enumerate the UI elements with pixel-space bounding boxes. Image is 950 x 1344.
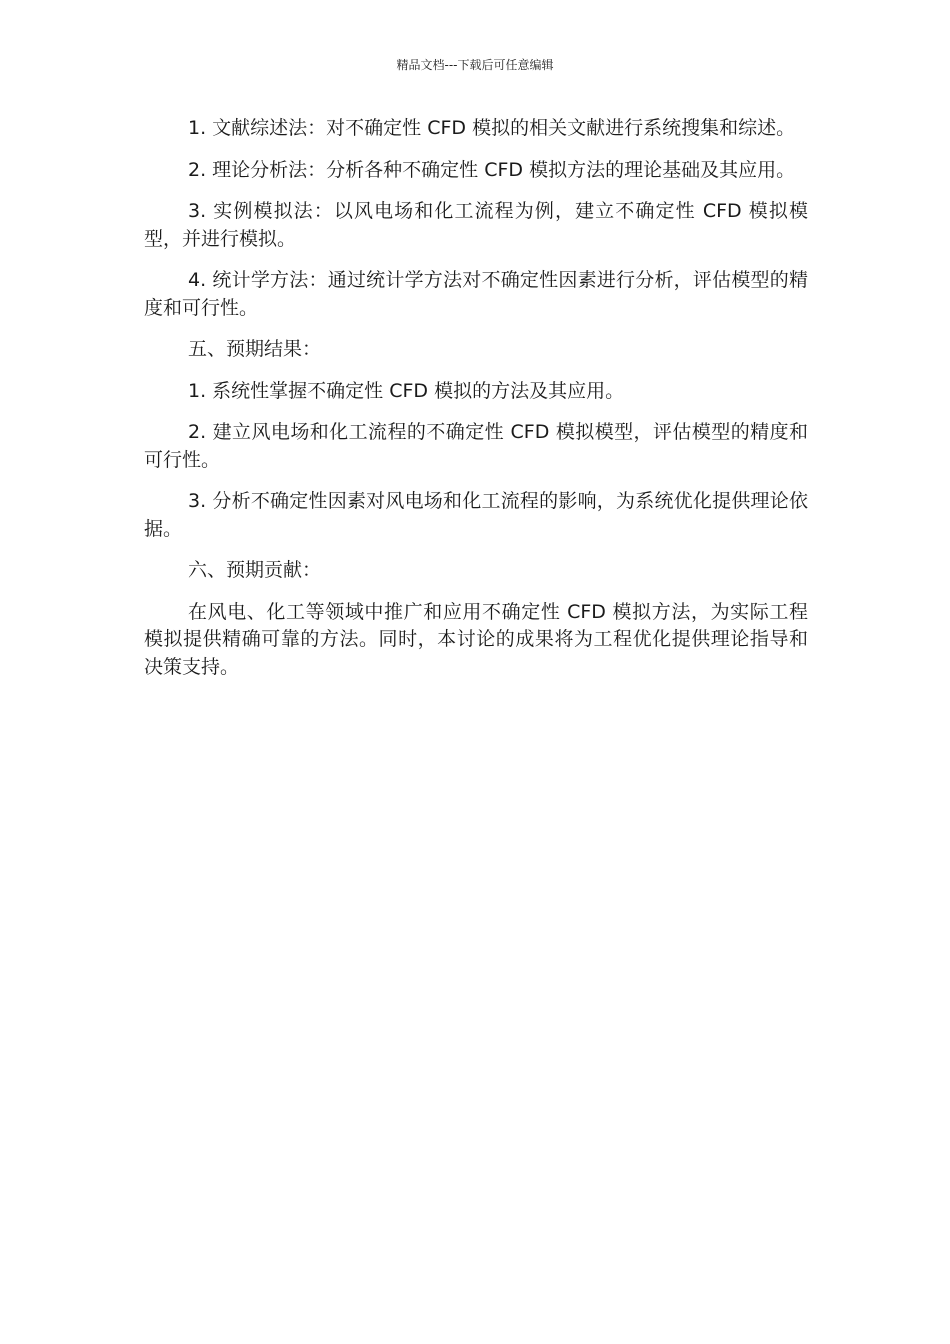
expected-result-2: 2. 建立风电场和化工流程的不确定性 CFD 模拟模型，评估模型的精度和可行性。 (144, 421, 808, 471)
expected-contribution-text: 在风电、化工等领域中推广和应用不确定性 CFD 模拟方法，为实际工程模拟提供精确可靠的方法。同时，本讨论的成果将为工程优化提供理论指导和决策支持。 (144, 600, 808, 678)
section-heading-expected-results: 五、预期结果： (188, 338, 322, 360)
expected-result-1: 1. 系统性掌握不确定性 CFD 模拟的方法及其应用。 (188, 379, 625, 402)
method-statistics: 4. 统计学方法：通过统计学方法对不确定性因素进行分析，评估模型的精度和可行性。 (144, 269, 808, 319)
method-case-simulation: 3. 实例模拟法：以风电场和化工流程为例，建立不确定性 CFD 模拟模型，并进行模拟。 (144, 200, 808, 250)
document-body (144, 115, 808, 695)
section-heading-expected-contribution: 六、预期贡献： (188, 559, 322, 581)
method-theoretical-analysis: 2. 理论分析法：分析各种不确定性 CFD 模拟方法的理论基础及其应用。 (188, 158, 796, 181)
method-literature-review: 1. 文献综述法：对不确定性 CFD 模拟的相关文献进行系统搜集和综述。 (188, 117, 796, 139)
expected-result-3: 3. 分析不确定性因素对风电场和化工流程的影响，为系统优化提供理论依据。 (144, 490, 808, 540)
page-header: 精品文档---下载后可任意编辑 (396, 58, 554, 72)
